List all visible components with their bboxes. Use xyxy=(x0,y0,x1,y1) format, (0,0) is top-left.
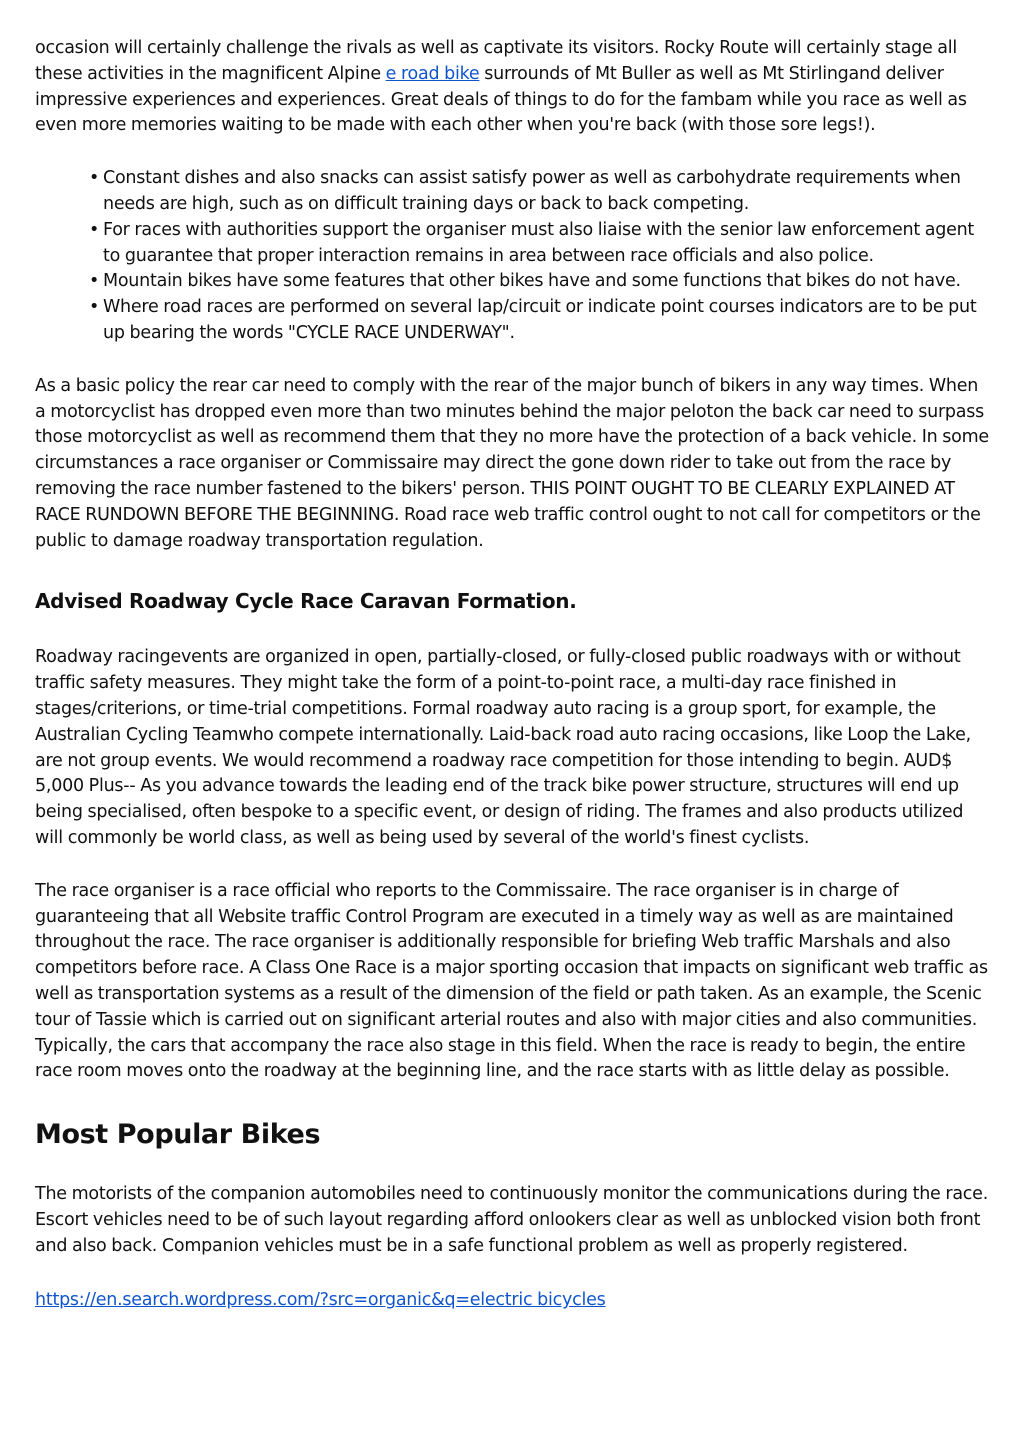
e-road-bike-link[interactable]: e road bike xyxy=(385,63,480,84)
bullet-icon: • xyxy=(89,168,100,189)
intro-paragraph xyxy=(35,36,990,139)
most-popular-bikes-heading: Most Popular Bikes xyxy=(35,1119,321,1151)
list-item xyxy=(89,218,990,270)
list-item-text: Constant dishes and also snacks can assist satisfy power as well as carbohydrate requirements when needs are high, such as on difficult training days or back to back competing. xyxy=(103,168,961,214)
list-item xyxy=(89,295,990,347)
intro-text-after: surrounds of Mt Buller as well as Mt Stirlingand deliver impressive experiences and experiences. Great deals of things to do for the fambam while you race as well as even more memories waiting to be made with each other when you're back (with those sore legs!). xyxy=(35,63,967,136)
intro-text-before: occasion will certainly challenge the rivals as well as captivate its visitors. Rocky Route will certainly stage all these activities in the magnificent Alpine xyxy=(35,38,957,84)
bullet-icon: • xyxy=(89,297,100,318)
race-organiser-paragraph: The race organiser is a race official who reports to the Commissaire. The race organiser is in charge of guaranteeing that all Website traffic Control Program are executed in a timely way as well as are maintained throughout the race. The race organiser is additionally responsible for briefing Web traffic Marshals and also competitors before race. A Class One Race is a major sporting occasion that impacts on significant web traffic as well as transportation systems as a result of the dimension of the field or path taken. As an example, the Scenic tour of Tassie which is carried out on significant arterial routes and also with major cities and also communities. Typically, the cars that accompany the race also stage in this field. When the race is ready to begin, the entire race room moves onto the roadway at the beginning line, and the race starts with as little delay as possible. xyxy=(35,880,988,1082)
list-item xyxy=(89,166,990,218)
list-item xyxy=(89,269,990,295)
list-item-text: Where road races are performed on several lap/circuit or indicate point courses indicators are to be put up bearing the words "CYCLE RACE UNDERWAY". xyxy=(103,297,977,343)
footer-link-line xyxy=(35,1288,990,1314)
bullet-icon: • xyxy=(89,271,100,292)
caravan-formation-heading: Advised Roadway Cycle Race Caravan Formation. xyxy=(35,589,577,614)
bullet-list xyxy=(35,166,990,347)
list-item-text: For races with authorities support the organiser must also liaise with the senior law enforcement agent to guarantee that proper interaction remains in area between race officials and also police. xyxy=(103,219,975,266)
wordpress-search-link[interactable]: https://en.search.wordpress.com/?src=organic&q=electric bicycles xyxy=(35,1290,606,1311)
roadway-racing-paragraph: Roadway racingevents are organized in open, partially-closed, or fully-closed public roadways with or without traffic safety measures. They might take the form of a point-to-point race, a multi-day race finished in stages/criterions, or time-trial competitions. Formal roadway auto racing is a group sport, for example, the Australian Cycling Teamwho compete internationally. Laid-back road auto racing occasions, like Loop the Lake, are not group events. We would recommend a roadway race competition for those intending to begin. AUD$ 5,000 Plus-- As you advance towards the leading end of the track bike power structure, structures will end up being specialised, often bespoke to a specific event, or design of riding. The frames and also products utilized will commonly be world class, as well as being used by several of the world's finest cyclists. xyxy=(35,647,971,848)
list-item-text: Mountain bikes have some features that other bikes have and some functions that bikes do not have. xyxy=(103,271,961,292)
bullet-icon: • xyxy=(89,219,100,240)
companion-motorists-paragraph: The motorists of the companion automobiles need to continuously monitor the communications during the race. Escort vehicles need to be of such layout regarding afford onlookers clear as well as unblocked vision both front and also back. Companion vehicles must be in a safe functional problem as well as properly registered. xyxy=(35,1184,989,1256)
policy-paragraph: As a basic policy the rear car need to comply with the rear of the major bunch of bikers in any way times. When a motorcyclist has dropped even more than two minutes behind the major peloton the back car need to surpass those motorcyclist as well as recommend them that they no more have the protection of a back vehicle. In some circumstances a race organiser or Commissaire may direct the gone down rider to take out from the race by removing the race number fastened to the bikers' person. THIS POINT OUGHT TO BE CLEARLY EXPLAINED AT RACE RUNDOWN BEFORE THE BEGINNING. Road race web traffic control ought to not call for competitors or the public to damage roadway transportation regulation. xyxy=(35,375,989,551)
